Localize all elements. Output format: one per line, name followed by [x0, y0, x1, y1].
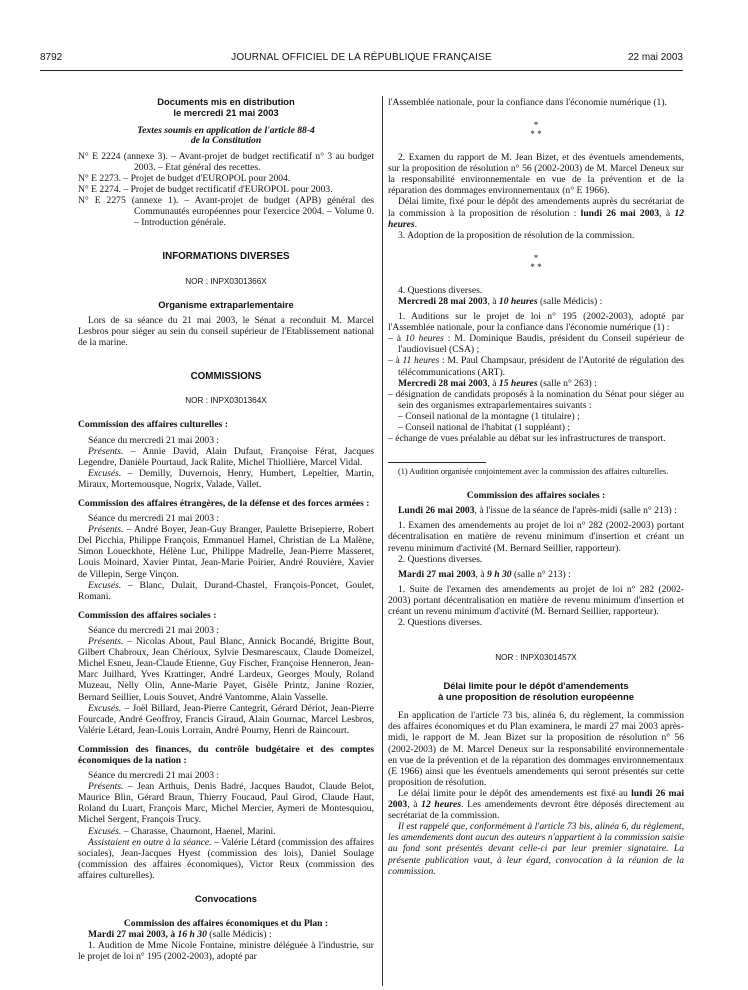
meeting-date	[388, 296, 684, 307]
delai-date: lundi 26 mai 2003	[580, 207, 660, 219]
meeting-room: , à l'issue de la séance de l'après-midi (salle n° 213) :	[474, 505, 677, 517]
nor-reference: NOR : INPX0301457X	[495, 653, 577, 663]
meeting-date-time: 16 h 30	[177, 928, 207, 940]
excuses-paragraph	[78, 468, 374, 490]
assistaient-paragraph	[78, 837, 374, 881]
textes-subheading	[78, 126, 374, 147]
application-paragraph: En application de l'article 73 bis, alinéa 6, du règlement, la commission des affaires économiques et du Plan examinera, le mardi 27 mai 2003 après-midi, le rapport de M. Jean Bizet sur la proposition de résolution n° 56 (2002-2003) de M. Marcel Deneux sur la responsabilité environnementale en vue de la prévention et de la réparation des dommages environnementaux (E 1966) ainsi que les éventuels amendements qui seront présentés sur cette proposition de résolution.	[388, 710, 684, 788]
meeting-date-time: 15 heures	[498, 377, 538, 389]
commission-economiques-title: Commission des affaires économiques et du Plan :	[123, 917, 329, 929]
delai-paragraph	[388, 788, 684, 821]
delai-end: . Les amendements devront être déposés directement au secrétariat de la commission.	[388, 799, 684, 822]
delai-text: Délai limite, fixé pour le dépôt des amendements auprès du secrétariat de la commission à la proposition de résolution :	[388, 196, 684, 219]
delai-sep: , à	[659, 207, 675, 219]
presents-paragraph	[78, 781, 374, 825]
seance-date: Séance du mercredi 21 mai 2003 :	[88, 624, 220, 636]
asterism-top: *	[533, 120, 539, 131]
audition-text: : M. Paul Champsaur, président de l'Autorité de régulation des télécommunications (ART).	[398, 355, 684, 378]
meeting-date-sep: , à	[487, 377, 499, 389]
commission-finances-title: Commission des finances, du contrôle budgétaire et des comptes économiques de la nation :	[78, 743, 374, 766]
delai-sep: , à	[407, 799, 422, 811]
presents-list: – Annie David, Alain Dufaut, Françoise Férat, Jacques Legendre, Danièle Pourtaud, Jack Ralite, Michel Thiollière, Marcel Vidal.	[78, 445, 374, 468]
separator-asterism	[388, 254, 684, 272]
excuses-paragraph	[78, 703, 374, 736]
agenda-dash-item: – échange de vues préalable au débat sur les infrastructures de transport.	[388, 433, 666, 445]
excuses-list: – Demilly, Duvernois, Henry, Humbert, Lepeltier, Martin, Miraux, Mortemousque, Nogrix, Valade, Vallet.	[78, 467, 374, 490]
presents-paragraph	[78, 446, 374, 468]
excuses-paragraph	[78, 826, 374, 837]
meeting-date	[388, 378, 684, 389]
audition-time: 11 heures	[402, 355, 440, 367]
column-divider	[382, 96, 383, 986]
audition-item	[388, 333, 684, 355]
left-column	[78, 97, 374, 962]
rappel-paragraph: Il est rappelé que, conformément à l'article 73 bis, alinéa 6, du règlement, les amendements dont aucun des auteurs n'appartient à la commission saisie au fond sont présentés devant celle-ci par leur premier signataire. La présente publication vaut, à leur égard, convocation à la réunion de la commission.	[388, 821, 684, 877]
agenda-item: 3. Adoption de la proposition de résolution de la commission.	[398, 229, 635, 241]
meeting-date	[388, 569, 684, 580]
delai-heading-line1: Délai limite pour le dépôt d'amendements	[443, 680, 629, 692]
agenda-dash-item: – Conseil national de l'habitat (1 suppléant) ;	[398, 421, 570, 433]
presents-label: Présents.	[88, 524, 124, 536]
nor-reference: NOR : INPX0301366X	[185, 276, 267, 286]
excuses-list: – Charasse, Chaumont, Haenel, Marini.	[121, 825, 276, 837]
document-item: N° E 2275 (annexe 1). – Avant-projet de budget (APB) général des Communautés européennes pour l'exercice 2004. – Volume 0. – Introduction générale.	[78, 195, 374, 229]
document-item: N° E 2224 (annexe 3). – Avant-projet de budget rectificatif n° 3 au budget 2003. – Etat général des recettes.	[78, 150, 374, 173]
agenda-dash-item: – Conseil national de la montagne (1 titulaire) ;	[398, 410, 580, 422]
audition-dash: – à	[388, 333, 405, 345]
presents-list: – André Boyer, Jean-Guy Branger, Paulette Brisepierre, Robert Del Picchia, Philippe François, Emmanuel Hamel, Christian de La Malène, Simon Loueckhote, Hélène Luc, Philippe Madrelle, Jean-Pierre Masseret, Louis Moinard, Xavier Pintat, Jean-Marie Poirier, André Rouvière, Xavier de Villepin, Serge Vinçon.	[78, 524, 374, 580]
meeting-date-day: Lundi 26 mai 2003	[398, 505, 475, 517]
commissions-heading: COMMISSIONS	[190, 370, 262, 382]
asterism-bottom: * *	[530, 261, 542, 272]
delai-time: 12 heures	[388, 207, 684, 230]
right-column	[388, 97, 684, 877]
meeting-room: (salle Médicis) :	[206, 928, 272, 940]
meeting-date-day: Mardi 27 mai 2003, à	[88, 928, 178, 940]
excuses-paragraph	[78, 580, 374, 602]
organisme-text: Lors de sa séance du 21 mai 2003, le Sénat a reconduit M. Marcel Lesbros pour siéger au sein du conseil supérieur de l'Etablissement national de la marine.	[78, 314, 374, 348]
seance-date: Séance du mercredi 21 mai 2003 :	[88, 434, 220, 446]
asterism-top: *	[533, 252, 539, 263]
meeting-date-day: Mardi 27 mai 2003	[398, 568, 476, 580]
meeting-date-time: 9 h 30	[487, 568, 512, 580]
continued-text: l'Assemblée nationale, pour la confiance dans l'économie numérique (1).	[388, 97, 667, 108]
audition-time: 10 heures	[404, 333, 444, 345]
commission-etrangeres-title: Commission des affaires étrangères, de la défense et des forces armées :	[78, 498, 370, 509]
excuses-list: – Joël Billard, Jean-Pierre Cantegrit, Gérard Dériot, Jean-Pierre Fourcade, André Geoffroy, Francis Giraud, Alain Gournac, Marcel Lesbros, Valérie Létard, Jean-Louis Lorrain, André Pourny, Henri de Raincourt.	[78, 702, 374, 736]
delai-date: lundi 26 mai 2003	[388, 787, 684, 811]
asterism-bottom: * *	[530, 129, 542, 140]
assistaient-label: Assistaient en outre à la séance.	[88, 836, 212, 848]
textes-line2: de la Constitution	[190, 135, 262, 147]
agenda-item: 1. Auditions sur le projet de loi n° 195 (2002-2003), adopté par l'Assemblée nationale, pour la confiance dans l'économie numérique (1) :	[388, 311, 684, 334]
agenda-item: 2. Examen du rapport de M. Jean Bizet, et des éventuels amendements, sur la proposition de résolution n° 56 (2002-2003) de M. Marcel Deneux sur la responsabilité environnementale en vue de la prévention et de la réparation des dommages environnementaux (n° E 1966).	[388, 152, 684, 197]
meeting-date-day: Mercredi 28 mai 2003	[398, 377, 488, 389]
meeting-date-day: Mercredi 28 mai 2003	[398, 295, 488, 307]
delai-end: .	[414, 218, 418, 230]
commission-culturelles-title: Commission des affaires culturelles :	[78, 419, 228, 431]
header-rule	[40, 70, 683, 71]
commission-sociales-title: Commission des affaires sociales :	[466, 490, 606, 502]
nor-reference: NOR : INPX0301364X	[185, 396, 267, 406]
agenda-item: 4. Questions diverses.	[398, 284, 483, 296]
seance-date: Séance du mercredi 21 mai 2003 :	[88, 770, 220, 782]
documents-heading	[78, 97, 374, 118]
agenda-item: 1. Audition de Mme Nicole Fontaine, ministre déléguée à l'industrie, sur le projet de loi n° 195 (2002-2003), adopté par	[78, 939, 374, 962]
assistaient-list: – Valérie Létard (commission des affaires sociales), Jean-Jacques Hyest (commission des lois), Daniel Soulage (commission des affaires économiques), Victor Reux (commission des affaires culturelles).	[78, 836, 375, 881]
excuses-label: Excusés.	[88, 825, 122, 837]
meeting-room: (salle n° 213) :	[511, 568, 571, 580]
textes-line1: Textes soumis en application de l'article 88-4	[137, 125, 315, 136]
commission-sociales-title: Commission des affaires sociales :	[78, 609, 217, 621]
excuses-label: Excusés.	[88, 579, 122, 591]
documents-heading-line2: le mercredi 21 mai 2003	[173, 106, 279, 118]
delai-time: 12 heures	[421, 799, 462, 811]
document-item: N° E 2274. – Projet de budget rectificatif d'EUROPOL pour 2003.	[78, 184, 333, 196]
presents-label: Présents.	[88, 636, 124, 648]
meeting-date	[388, 505, 684, 516]
presents-list: – Jean Arthuis, Denis Badré, Jacques Baudot, Claude Belot, Maurice Blin, Gérard Braun, Thierry Foucaud, Paul Girod, Claude Haut, Roland du Luart, François Marc, Michel Mercier, Aymeri de Montesquiou, Michel Sergent, François Trucy.	[78, 781, 374, 826]
documents-heading-line1: Documents mis en distribution	[157, 96, 295, 107]
meeting-date	[78, 929, 374, 940]
meeting-date-sep: , à	[487, 295, 499, 307]
excuses-list: – Blanc, Dulait, Durand-Chastel, François-Poncet, Goulet, Romani.	[78, 579, 374, 602]
presents-list: – Nicolas About, Paul Blanc, Annick Bocandé, Brigitte Bout, Gilbert Chabroux, Jean Chérioux, Sylvie Desmarescaux, Claude Domeizel, Michel Esneu, Jean-Claude Etienne, Guy Fischer, Françoise Henneron, Jean-Marc Juilhard, Yves Krattinger, André Lardeux, Georges Mouly, Roland Muzeau, Nelly Olin, Anne-Marie Payet, Gisèle Printz, Janine Rozier, Bernard Seillier, Louis Souvet, André Vantomme, Alain Vasselle.	[78, 636, 374, 703]
audition-text: : M. Dominique Baudis, président du Conseil supérieur de l'audiovisuel (CSA) ;	[398, 333, 684, 356]
delai-heading-line2: à une proposition de résolution européenne	[438, 690, 634, 702]
agenda-item: 1. Suite de l'examen des amendements au projet de loi n° 282 (2002-2003) portant décentralisation en matière de revenu minimum d'insertion et créant un revenu minimum d'activité (M. Bernard Seillier, rapporteur).	[388, 583, 684, 617]
organisme-heading: Organisme extraparlementaire	[158, 299, 294, 311]
audition-item	[388, 355, 684, 377]
agenda-item: 2. Questions diverses.	[398, 553, 483, 565]
journal-title: JOURNAL OFFICIEL DE LA RÉPUBLIQUE FRANÇAISE	[231, 52, 492, 63]
issue-date: 22 mai 2003	[627, 52, 683, 63]
presents-label: Présents.	[88, 781, 124, 793]
page-header	[40, 52, 683, 68]
convocations-heading: Convocations	[195, 893, 257, 904]
informations-diverses-heading: INFORMATIONS DIVERSES	[162, 251, 290, 263]
meeting-date-sep: , à	[475, 568, 488, 580]
audition-dash: – à	[388, 355, 403, 367]
presents-paragraph	[78, 524, 374, 579]
delai-paragraph	[388, 196, 684, 229]
document-item: N° E 2273. – Projet de budget d'EUROPOL pour 2004.	[78, 173, 291, 184]
excuses-label: Excusés.	[88, 467, 122, 479]
excuses-label: Excusés.	[88, 702, 122, 714]
separator-asterism	[388, 121, 684, 139]
presents-label: Présents.	[88, 445, 124, 457]
agenda-item: 2. Questions diverses.	[398, 617, 483, 629]
presents-paragraph	[78, 636, 374, 703]
meeting-room: (salle n° 263) :	[537, 377, 597, 389]
agenda-item: 1. Examen des amendements au projet de loi n° 282 (2002-2003) portant décentralisation en matière de revenu minimum d'insertion et créant un revenu minimum d'activité (M. Bernard Seillier, rapporteur).	[388, 520, 684, 554]
delai-text: Le délai limite pour le dépôt des amendements est fixé au	[398, 787, 632, 799]
meeting-date-time: 10 heures	[498, 295, 538, 307]
meeting-room: (salle Médicis) :	[537, 295, 603, 307]
delai-heading	[388, 681, 684, 702]
page-number: 8792	[40, 52, 63, 63]
seance-date: Séance du mercredi 21 mai 2003 :	[88, 513, 220, 525]
agenda-dash-item: – désignation de candidats proposés à la nomination du Sénat pour siéger au sein des organismes extraparlementaires suivants :	[388, 388, 684, 411]
footnote: (1) Audition organisée conjointement avec la commission des affaires culturelles.	[398, 467, 669, 477]
